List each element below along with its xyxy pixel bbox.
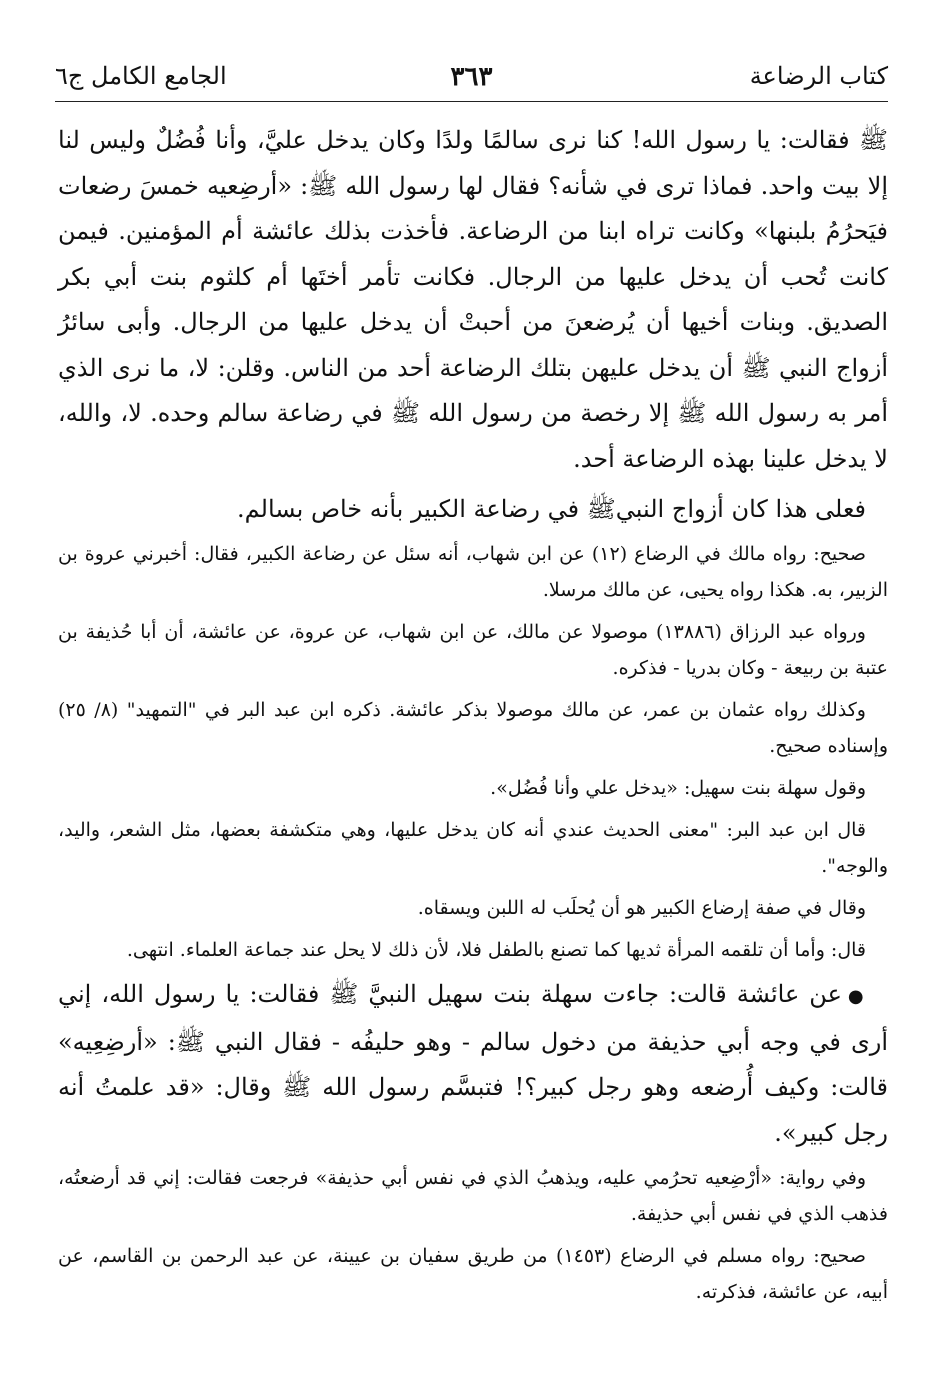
- page-body: [58, 118, 888, 1310]
- commentary-note: وقول سهلة بنت سهيل: «يدخل علي وأنا فُضُل».: [490, 777, 866, 799]
- hadith-text: ﷺ فقالت: يا رسول الله! كنا نرى سالمًا ولدًا وكان يدخل عليَّ، وأنا فُضُلٌ وليس لنا إلا بيت واحد. فماذا ترى في شأنه؟ فقال لها رسول الله ﷺ: «أرضِعيه خمسَ رضعات فيَحرُمُ بلبنها» وكانت تراه ابنا من الرضاعة. فأخذت بذلك عائشة أم المؤمنين. فيمن كانت تُحب أن يدخل عليها من الرجال. فكانت تأمر أختَها أم كلثوم بنت أبي بكر الصديق. وبنات أخيها أن يُرضعنَ من أحبتْ أن يدخل عليها من الرجال. وأبى سائرُ أزواج النبي ﷺ أن يدخل عليهن بتلك الرضاعة أحد من الناس. وقلن: لا، ما نرى الذي أمر به رسول الله ﷺ إلا رخصة من رسول الله ﷺ في رضاعة سالم وحده. لا، والله، لا يدخل علينا بهذه الرضاعة أحد.: [58, 126, 888, 473]
- bullet-icon: ●: [847, 986, 866, 1007]
- takhrij-note: صحيح: رواه مالك في الرضاع (١٢) عن ابن شهاب، أنه سئل عن رضاعة الكبير، فقال: أخبرني عروة بن الزبير، به. هكذا رواه يحيى، عن مالك مرسلا.: [58, 543, 888, 601]
- book-title: الجامع الكامل ج٦: [55, 62, 227, 90]
- page-number: ٣٦٣: [450, 62, 493, 92]
- takhrij-note: وكذلك رواه عثمان بن عمر، عن مالك موصولا بذكر عائشة. ذكره ابن عبد البر في "التمهيد" (٨/ ٢٥) وإسناده صحيح.: [58, 699, 888, 757]
- commentary-text: فعلى هذا كان أزواج النبيﷺ في رضاعة الكبير بأنه خاص بسالم.: [237, 495, 866, 523]
- commentary-note: وقال في صفة إرضاع الكبير هو أن يُحلَب له اللبن ويسقاه.: [417, 897, 866, 919]
- header-rule: [55, 101, 888, 102]
- takhrij-note: ورواه عبد الرزاق (١٣٨٨٦) موصولا عن مالك، عن ابن شهاب، عن عروة، عن عائشة، أن أبا حُذيفة بن عتبة بن ربيعة - وكان بدريا - فذكره.: [58, 621, 888, 679]
- takhrij-note: صحيح: رواه مسلم في الرضاع (١٤٥٣) من طريق سفيان بن عيينة، عن عبد الرحمن بن القاسم، عن أبيه، عن عائشة، فذكرته.: [58, 1245, 888, 1303]
- commentary-note: قال ابن عبد البر: "معنى الحديث عندي أنه كان يدخل عليها، وهي متكشفة بعضها، مثل الشعر، واليد، والوجه".: [58, 819, 888, 877]
- page-header: [55, 58, 888, 98]
- hadith-text: [58, 972, 888, 1156]
- variant-note: وفي رواية: «أرْضِعيه تحرُمي عليه، ويذهبُ الذي في نفس أبي حذيفة» فرجعت فقالت: إني قد أرضعتُه، فذهب الذي في نفس أبي حذيفة.: [58, 1167, 888, 1225]
- chapter-title: كتاب الرضاعة: [749, 62, 888, 90]
- hadith-body: عن عائشة قالت: جاءت سهلة بنت سهيل النبيَّ ﷺ فقالت: يا رسول الله، إني أرى في وجه أبي حذيفة من دخول سالم - وهو حليفُه - فقال النبي ﷺ: «أرضِعِيه» قالت: وكيف أُرضعه وهو رجل كبير؟! فتبسَّم رسول الله ﷺ وقال: «قد علمتُ أنه رجل كبير».: [58, 980, 889, 1147]
- commentary-note: قال: وأما أن تلقمه المرأة ثديها كما تصنع بالطفل فلا، لأن ذلك لا يحل عند جماعة العلماء. انتهى.: [126, 939, 866, 961]
